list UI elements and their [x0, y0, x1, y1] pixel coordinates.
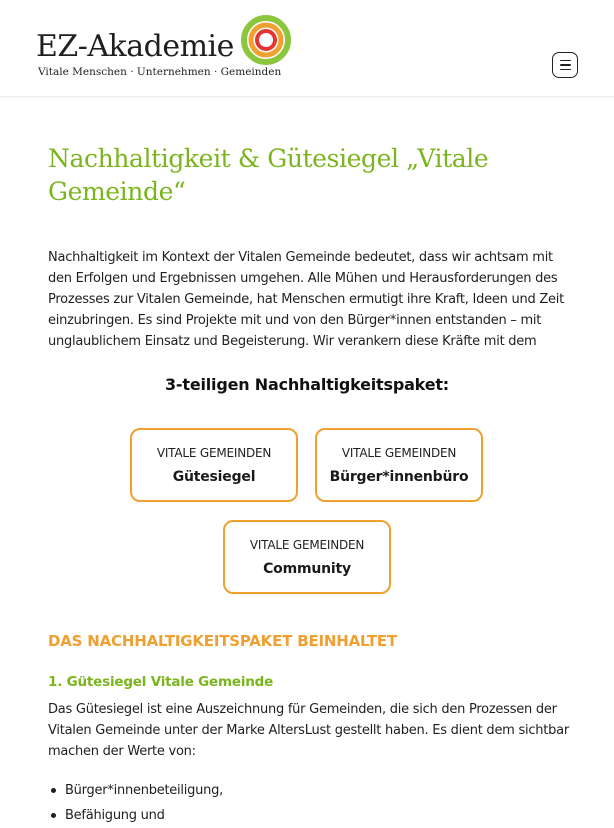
body-line: Das Gütesiegel ist eine Auszeichnung für Gemeinden, die sich den Prozessen der: [48, 702, 557, 717]
logo-tagline: Vitale Menschen · Unternehmen · Gemeinden: [38, 66, 282, 78]
body-paragraph: [48, 699, 572, 762]
section-title: DAS NACHHALTIGKEITSPAKET BEINHALTET: [48, 632, 397, 650]
menu-bar: [560, 64, 571, 66]
values-list: [48, 778, 223, 828]
package-kicker: VITALE GEMEINDEN: [341, 446, 457, 460]
intro-paragraph: [48, 247, 572, 352]
package-kicker: VITALE GEMEINDEN: [249, 538, 365, 552]
body-line: machen der Werte von:: [48, 744, 196, 759]
package-name: Community: [263, 561, 351, 577]
package-card-guetesiegel[interactable]: [130, 428, 298, 502]
intro-line: Prozesses zur Vitalen Gemeinde, hat Menschen ermutigt ihre Kraft, Ideen und Zeit: [48, 292, 564, 307]
list-item: Bürger*innenbeteiligung,: [48, 778, 223, 803]
logo-wordmark[interactable]: EZ-Akademie: [36, 29, 234, 64]
body-line: Vitalen Gemeinde unter der Marke AltersLust gestellt haben. Es dient dem sichtbar: [48, 723, 569, 738]
package-kicker: VITALE GEMEINDEN: [156, 446, 272, 460]
package-card-buergerinnenbuero[interactable]: [315, 428, 483, 502]
list-item: Befähigung und: [48, 803, 223, 828]
package-name: Gütesiegel: [172, 469, 256, 485]
menu-bar: [560, 60, 571, 62]
package-subheading: 3-teiligen Nachhaltigkeitspaket:: [165, 375, 449, 394]
intro-line: den Erfolgen und Ergebnissen umgehen. Alle Mühen und Herausforderungen des: [48, 271, 558, 286]
package-card-community[interactable]: [223, 520, 391, 594]
concentric-rings-logo-icon[interactable]: [240, 14, 292, 66]
intro-line: unglaublichem Einsatz und Begeisterung. Wir verankern diese Kräfte mit dem: [48, 334, 537, 349]
intro-line: Nachhaltigkeit im Kontext der Vitalen Gemeinde bedeutet, dass wir achtsam mit: [48, 250, 553, 265]
hamburger-menu-button[interactable]: [552, 52, 578, 78]
subsection-title: 1. Gütesiegel Vitale Gemeinde: [48, 674, 274, 690]
site-header: [0, 0, 614, 97]
intro-line: einzubringen. Es sind Projekte mit und von den Bürger*innen entstanden – mit: [48, 313, 542, 328]
menu-bar: [560, 69, 571, 71]
page-title: Nachhaltigkeit & Gütesiegel „Vitale Gemeinde“: [48, 144, 489, 206]
package-name: Bürger*innenbüro: [329, 469, 469, 485]
